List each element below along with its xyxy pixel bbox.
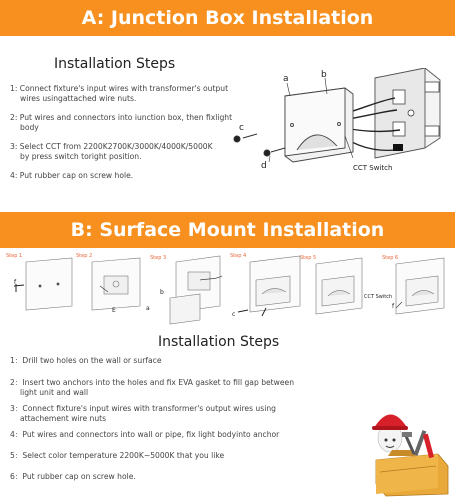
callout-a: a bbox=[283, 74, 289, 84]
worker-toolbox-illustration bbox=[362, 396, 454, 498]
callout-cct-switch: CCT Switch bbox=[364, 294, 393, 300]
section-b-step-2 bbox=[10, 378, 294, 398]
callout-cct-switch: CCT Switch bbox=[353, 164, 393, 172]
step-line: 3: Select CCT from 2200K2700K/3000K/4000K/5000K bbox=[10, 142, 213, 151]
step-label-4: Step 4 bbox=[230, 253, 247, 259]
section-b-step-1 bbox=[10, 356, 162, 366]
section-b-steps-title: Installation Steps bbox=[158, 334, 280, 350]
step-line: 4: Put rubber cap on screw hole. bbox=[10, 171, 134, 180]
section-a-step-1 bbox=[10, 84, 228, 104]
step-line: body bbox=[20, 123, 39, 132]
step-line: attachement wire nuts bbox=[20, 414, 107, 423]
step-label-2: Step 2 bbox=[76, 253, 93, 259]
wall-step-1 bbox=[26, 258, 72, 310]
section-a-step-2 bbox=[10, 113, 232, 133]
callout-d: d bbox=[261, 161, 267, 171]
callout-f: f bbox=[392, 303, 395, 310]
step-label-6: Step 6 bbox=[382, 255, 399, 261]
section-a-step-3 bbox=[10, 142, 213, 162]
step-line: 2：Insert two anchors into the holes and fix EVA gasket to fill gap between bbox=[10, 378, 295, 387]
callout-c: c bbox=[239, 123, 244, 133]
step-label-5: Step 5 bbox=[300, 255, 317, 261]
section-b-step-6 bbox=[10, 472, 136, 482]
step-line: 3：Connect fixture's input wires with transformer's output wires using bbox=[10, 404, 276, 413]
step-line: light unit and wall bbox=[20, 388, 89, 397]
step-line: by press switch toright position. bbox=[20, 152, 142, 161]
light-body bbox=[285, 88, 353, 162]
section-b-step-3 bbox=[10, 404, 276, 424]
helmet-icon bbox=[374, 414, 406, 428]
step-label-3: Step 3 bbox=[150, 255, 167, 261]
section-a-step-4 bbox=[10, 171, 133, 181]
step-line: 4：Put wires and connectors into wall or pipe, fix light bodyinto anchor bbox=[10, 430, 280, 439]
callout-b: b bbox=[321, 70, 327, 80]
callout-e: E bbox=[112, 307, 116, 314]
section-a-steps-title: Installation Steps bbox=[54, 56, 176, 72]
surface-mount-diagram bbox=[0, 250, 455, 332]
callout-b-f-step1: f bbox=[14, 279, 17, 286]
section-a-banner: A: Junction Box Installation bbox=[0, 0, 455, 36]
callout-b: b bbox=[160, 289, 164, 296]
cct-switch bbox=[393, 144, 403, 151]
screwdriver-icon bbox=[414, 430, 427, 456]
section-b-banner: B: Surface Mount Installation bbox=[0, 212, 455, 248]
junction-box bbox=[375, 68, 440, 158]
step-line: wires usingattached wire nuts. bbox=[20, 94, 137, 103]
step-label-1: Step 1 bbox=[6, 253, 23, 259]
junction-box-diagram bbox=[225, 68, 450, 210]
section-b-step-5 bbox=[10, 451, 224, 461]
step-line: 1: Connect fixture's input wires with transformer's output bbox=[10, 84, 229, 93]
step-line: 2: Put wires and connectors into iunction box, then fixlight bbox=[10, 113, 233, 122]
step-line: 1：Drill two holes on the wall or surface bbox=[10, 356, 162, 365]
step-line: 6：Put rubber cap on screw hole. bbox=[10, 472, 136, 481]
section-b-step-4 bbox=[10, 430, 279, 440]
callout-c: c bbox=[232, 311, 236, 318]
callout-a: a bbox=[146, 305, 150, 312]
screws bbox=[234, 134, 285, 156]
step-line: 5：Select color temperature 2200K~5000K that you like bbox=[10, 451, 225, 460]
